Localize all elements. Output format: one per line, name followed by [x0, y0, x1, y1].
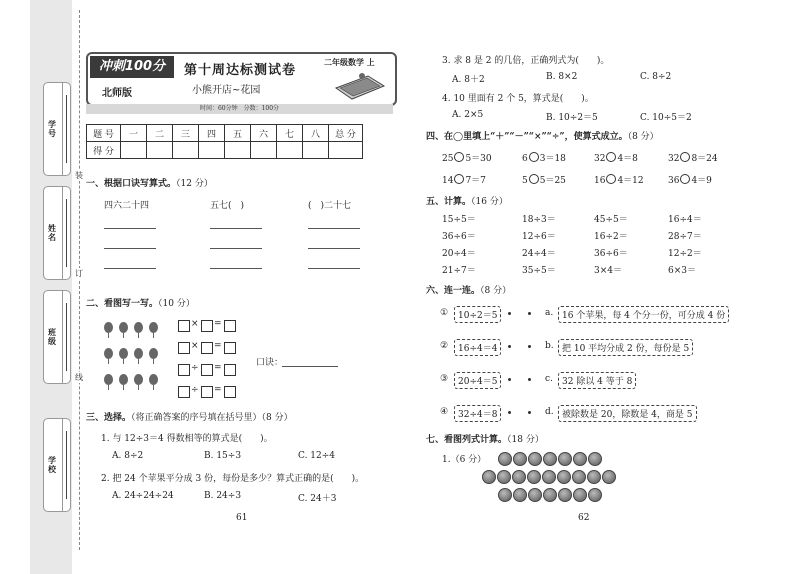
operator-equation: 6 3＝18 [522, 154, 566, 164]
option-b[interactable]: B. 24÷3 [204, 491, 242, 501]
coin-icon [558, 488, 572, 502]
table-cell: 五 [225, 125, 251, 142]
calc-item[interactable]: 20÷4＝ [442, 249, 476, 259]
school-label: 学校 [47, 456, 58, 474]
section-2-title: 二、看图写一写。 [86, 299, 159, 309]
blank-box[interactable] [178, 320, 190, 332]
calc-item[interactable]: 12÷6＝ [522, 232, 556, 242]
section-5-title: 五、计算。 [426, 197, 472, 207]
student-name-box [43, 186, 71, 280]
balloon-icon [134, 374, 143, 385]
table-cell: 得 分 [87, 142, 121, 159]
blank-box[interactable] [224, 320, 236, 332]
coin-icon [528, 452, 542, 466]
edition-label: 北师版 [102, 88, 132, 99]
divide-sign: ÷ [191, 385, 199, 395]
coin-icon [573, 452, 587, 466]
option-c[interactable]: C. 24＋3 [298, 494, 337, 504]
operator-circle[interactable] [529, 152, 539, 162]
section-5-points: （16 分） [471, 197, 508, 207]
match-left-item[interactable]: 20÷4＝5 [454, 372, 501, 389]
score-table-score-row [87, 142, 363, 159]
coin-icon [602, 470, 616, 484]
section-5-heading [426, 194, 508, 207]
balloon-icon [104, 374, 113, 385]
operator-equation: 14 7＝7 [442, 176, 486, 186]
blank-box[interactable] [178, 342, 190, 354]
match-left-item[interactable]: 32÷4＝8 [454, 405, 501, 422]
score-input-cell[interactable] [173, 142, 199, 159]
times-sign: × [191, 341, 199, 351]
section-3-heading [86, 410, 293, 423]
option-a[interactable]: A. 8＋2 [452, 75, 485, 85]
calc-item[interactable]: 12÷2＝ [668, 249, 702, 259]
table-cell: 三 [173, 125, 199, 142]
score-input-cell[interactable] [121, 142, 147, 159]
balloon-icon [104, 322, 113, 333]
balloon-icon [104, 348, 113, 359]
answer-line[interactable] [308, 268, 360, 269]
page-number-right: 62 [578, 513, 590, 523]
test-header [86, 52, 397, 106]
score-input-cell[interactable] [303, 142, 329, 159]
score-input-cell[interactable] [329, 142, 363, 159]
school-line[interactable] [66, 431, 67, 499]
time-score-info: 时间：60分钟 分数：100分 [86, 104, 393, 114]
section-3-note: （将正确答案的序号填在括号里） [131, 413, 262, 423]
calc-item[interactable]: 35÷5＝ [522, 266, 556, 276]
match-dot-left[interactable] [508, 345, 511, 348]
operator-equation: 32 4＝8 [594, 154, 638, 164]
answer-line[interactable] [210, 268, 262, 269]
section-7-heading [426, 432, 544, 445]
question-3-4: 4. 10 里面有 2 个 5，算式是( )。 [442, 94, 594, 104]
score-input-cell[interactable] [277, 142, 303, 159]
calc-item[interactable]: 45÷5＝ [594, 215, 628, 225]
section-7-title: 七、看图列式计算。 [426, 435, 508, 445]
balloon-icon [119, 322, 128, 333]
balloon-icon [149, 322, 158, 333]
option-b[interactable]: B. 8×2 [546, 72, 578, 82]
section-3-title: 三、选择。 [86, 413, 132, 423]
page-number-left: 61 [236, 513, 248, 523]
rhyme-answer-line[interactable] [282, 366, 338, 367]
section-1-heading [86, 176, 213, 189]
operator-circle[interactable] [454, 174, 464, 184]
student-id-line[interactable] [66, 95, 67, 163]
calc-item[interactable]: 15÷5＝ [442, 215, 476, 225]
operator-circle[interactable] [454, 152, 464, 162]
grade-badge: 二年级数学 上 [324, 57, 375, 67]
section-1-points: （12 分） [176, 179, 213, 189]
operator-equation: 16 4＝12 [594, 176, 644, 186]
operator-equation: 32 8＝24 [668, 154, 718, 164]
table-cell: 二 [147, 125, 173, 142]
blank-box[interactable] [201, 386, 213, 398]
coin-icon [572, 470, 586, 484]
score-table-header-row [87, 125, 363, 142]
bind-char-zhuang: 装 [75, 171, 83, 180]
calc-item[interactable]: 28÷7＝ [668, 232, 702, 242]
match-left-marker: ④ [440, 407, 449, 417]
operator-equation: 25 5＝30 [442, 154, 492, 164]
operator-circle[interactable] [529, 174, 539, 184]
section-6-heading [426, 283, 511, 296]
blank-box[interactable] [224, 364, 236, 376]
answer-line[interactable] [104, 228, 156, 229]
section-1-title: 一、根据口诀写算式。 [86, 179, 177, 189]
option-a[interactable]: A. 2×5 [452, 110, 484, 120]
coin-icon [498, 488, 512, 502]
rhyme-item-3: ( )二十七 [308, 201, 352, 211]
option-c[interactable]: C. 10÷5＝2 [640, 113, 692, 123]
coin-icon [573, 488, 587, 502]
match-left-item[interactable]: 16÷4＝4 [454, 339, 501, 356]
answer-line[interactable] [104, 248, 156, 249]
match-right-item[interactable]: 32 除以 4 等于 8 [558, 372, 636, 389]
question-3-3: 3. 求 8 是 2 的几倍，正确列式为( )。 [442, 56, 610, 66]
match-dot-right[interactable] [528, 312, 531, 315]
answer-line[interactable] [308, 248, 360, 249]
blank-box[interactable] [178, 364, 190, 376]
coin-icon [542, 470, 556, 484]
match-right-item[interactable]: 被除数是 20，除数是 4，商是 5 [558, 405, 697, 422]
calc-item[interactable]: 36÷6＝ [442, 232, 476, 242]
operator-circle[interactable] [680, 174, 690, 184]
student-id-box [43, 82, 71, 176]
section-2-heading [86, 296, 195, 309]
match-dot-right[interactable] [528, 411, 531, 414]
calc-item[interactable]: 6×3＝ [668, 266, 696, 276]
question-7-1: 1.（6 分） [442, 455, 487, 465]
coin-icon [513, 488, 527, 502]
operator-circle[interactable] [680, 152, 690, 162]
balloon-icon [119, 374, 128, 385]
table-cell: 题 号 [87, 125, 121, 142]
match-right-marker: d. [545, 407, 554, 417]
operator-circle[interactable] [606, 174, 616, 184]
calc-item[interactable]: 24÷4＝ [522, 249, 556, 259]
match-right-marker: c. [545, 374, 553, 384]
operator-circle[interactable] [606, 152, 616, 162]
class-line[interactable] [66, 303, 67, 371]
tablet-illustration-icon [332, 70, 387, 100]
table-cell: 八 [303, 125, 329, 142]
option-a[interactable]: A. 24÷24÷24 [112, 491, 174, 501]
score-input-cell[interactable] [225, 142, 251, 159]
match-right-marker: b. [545, 341, 554, 351]
match-dot-left[interactable] [508, 312, 511, 315]
balloon-icon [134, 348, 143, 359]
coin-icon [513, 452, 527, 466]
binding-dashed-line [79, 10, 80, 550]
bind-char-xian: 线 [75, 373, 83, 382]
balloon-icon [149, 348, 158, 359]
coin-icon [588, 488, 602, 502]
match-dot-left[interactable] [508, 378, 511, 381]
match-left-marker: ② [440, 341, 449, 351]
section-4-points: （8 分） [627, 132, 659, 142]
section-3-points: （8 分） [261, 413, 293, 423]
brand-logo: 冲刺100分 [90, 56, 174, 78]
section-6-title: 六、连一连。 [426, 286, 481, 296]
rhyme-label: 口诀： [256, 358, 284, 368]
coin-icon [527, 470, 541, 484]
score-input-cell[interactable] [147, 142, 173, 159]
coin-icon [543, 488, 557, 502]
option-b[interactable]: B. 10÷2＝5 [546, 113, 598, 123]
unit-range: 小熊开店~花园 [192, 85, 261, 96]
test-title: 第十周达标测试卷 [184, 63, 297, 78]
coin-icon [558, 452, 572, 466]
coin-icon [543, 452, 557, 466]
class-box [43, 290, 71, 384]
blank-box[interactable] [224, 386, 236, 398]
blank-box[interactable] [201, 320, 213, 332]
table-cell: 四 [199, 125, 225, 142]
student-name-line[interactable] [66, 199, 67, 267]
match-right-item[interactable]: 把 10 平均分成 2 份，每份是 5 [558, 339, 693, 356]
match-dot-right[interactable] [528, 345, 531, 348]
calc-item[interactable]: 36÷6＝ [594, 249, 628, 259]
rhyme-item-1: 四六二十四 [104, 201, 150, 211]
student-name-label: 姓名 [47, 224, 58, 242]
section-4-heading [426, 129, 659, 142]
score-table [86, 124, 363, 159]
question-3-2: 2. 把 24 个苹果平分成 3 份，每份是多少？算式正确的是( )。 [101, 474, 365, 484]
blank-box[interactable] [224, 342, 236, 354]
option-a[interactable]: A. 8÷2 [112, 451, 144, 461]
blank-box[interactable] [178, 386, 190, 398]
table-cell: 总 分 [329, 125, 363, 142]
section-7-points: （18 分） [507, 435, 544, 445]
school-box [43, 418, 71, 512]
table-cell: 六 [251, 125, 277, 142]
match-right-marker: a. [545, 308, 554, 318]
operator-equation: 36 4＝9 [668, 176, 712, 186]
divide-sign: ÷ [191, 363, 199, 373]
rhyme-item-2: 五七( ) [210, 201, 245, 211]
calc-item[interactable]: 3×4＝ [594, 266, 622, 276]
calc-item[interactable]: 18÷3＝ [522, 215, 556, 225]
coin-icon [498, 452, 512, 466]
answer-line[interactable] [104, 268, 156, 269]
equals-sign: = [214, 363, 222, 373]
coin-icon [557, 470, 571, 484]
option-c[interactable]: C. 8÷2 [640, 72, 672, 82]
score-input-cell[interactable] [251, 142, 277, 159]
option-b[interactable]: B. 15÷3 [204, 451, 242, 461]
table-cell: 一 [121, 125, 147, 142]
balloon-icon [134, 322, 143, 333]
option-c[interactable]: C. 12÷4 [298, 451, 336, 461]
section-4-title: 四、在◯里填上“＋”“－”“×”“÷”，使算式成立。 [426, 132, 628, 142]
answer-line[interactable] [210, 248, 262, 249]
match-right-item[interactable]: 16 个苹果，每 4 个分一份，可分成 4 份 [558, 306, 729, 323]
coin-icon [497, 470, 511, 484]
blank-box[interactable] [201, 342, 213, 354]
match-dot-right[interactable] [528, 378, 531, 381]
table-cell: 七 [277, 125, 303, 142]
operator-equation: 5 5＝25 [522, 176, 566, 186]
student-id-label: 学号 [47, 120, 58, 138]
class-label: 班级 [47, 328, 58, 346]
section-2-points: （10 分） [158, 299, 195, 309]
equals-sign: = [214, 341, 222, 351]
coin-icon [528, 488, 542, 502]
equals-sign: = [214, 385, 222, 395]
bind-char-ding: 订 [75, 269, 83, 278]
coin-icon [587, 470, 601, 484]
balloon-icon [119, 348, 128, 359]
coin-icon [482, 470, 496, 484]
balloon-icon [149, 374, 158, 385]
match-left-item[interactable]: 10÷2＝5 [454, 306, 501, 323]
question-3-1: 1. 与 12÷3＝4 得数相等的算式是( )。 [101, 434, 273, 444]
score-input-cell[interactable] [199, 142, 225, 159]
match-left-marker: ① [440, 308, 449, 318]
answer-line[interactable] [210, 228, 262, 229]
calc-item[interactable]: 16÷2＝ [594, 232, 628, 242]
equals-sign: = [214, 319, 222, 329]
blank-box[interactable] [201, 364, 213, 376]
coin-icon [512, 470, 526, 484]
calc-item[interactable]: 21÷7＝ [442, 266, 476, 276]
answer-line[interactable] [308, 228, 360, 229]
times-sign: × [191, 319, 199, 329]
match-left-marker: ③ [440, 374, 449, 384]
calc-item[interactable]: 16÷4＝ [668, 215, 702, 225]
section-6-points: （8 分） [480, 286, 512, 296]
coin-icon [588, 452, 602, 466]
match-dot-left[interactable] [508, 411, 511, 414]
